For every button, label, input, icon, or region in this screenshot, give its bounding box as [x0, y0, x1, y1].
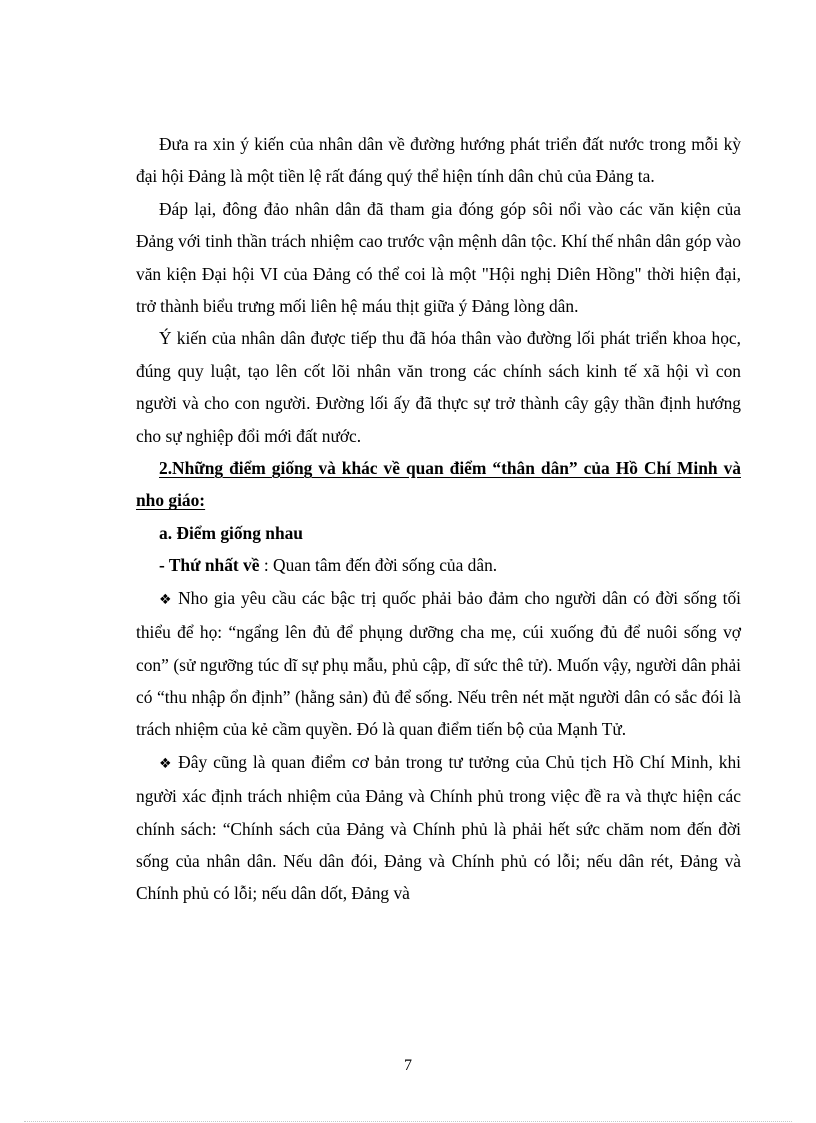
first-point-label: - Thứ nhất về	[159, 555, 260, 576]
bullet-text-nho-gia: Nho gia yêu cầu các bậc trị quốc phải bảo đảm cho người dân có đời sống tối thiểu để họ: “ngẩng lên đủ để phụng dưỡng cha mẹ, cúi xuống đủ để nuôi sống vợ con” (sử ngưỡng túc dĩ sự phụ mẫu, phủ cập, dĩ sức thê tử). Muốn vậy, người dân phải có “thu nhập ổn định” (hằng sản) đủ để sống. Nếu trên nét mặt người dân có sắc đói là trách nhiệm của kẻ cầm quyền. Đó là quan điểm tiến bộ của Mạnh Tử.	[136, 587, 741, 740]
page-body	[136, 128, 741, 910]
sub-heading: a. Điểm giống nhau	[159, 522, 303, 543]
first-point-text: : Quan tâm đến đời sống của dân.	[263, 555, 498, 576]
first-point	[136, 549, 741, 581]
diamond-bullet-icon: ❖	[159, 755, 174, 772]
paragraph-intro: Đưa ra xin ý kiến của nhân dân về đường hướng phát triển đất nước trong mỗi kỳ đại hội Đảng là một tiền lệ rất đáng quý thể hiện tính dân chủ của Đảng ta.	[136, 134, 741, 187]
paragraph-opinion: Ý kiến của nhân dân được tiếp thu đã hóa thân vào đường lối phát triển khoa học, đúng quy luật, tạo lên cốt lõi nhân văn trong các chính sách kinh tế xã hội vì con người và cho con người. Đường lối ấy đã thực sự trở thành cây gậy thần định hướng cho sự nghiệp đổi mới đất nước.	[136, 328, 741, 446]
section-heading: 2.Những điểm giống và khác về quan điểm “thân dân” của Hồ Chí Minh và nho giáo:	[136, 458, 741, 511]
page-bottom-divider	[24, 1121, 792, 1122]
bullet-paragraph-nho-gia	[136, 582, 741, 746]
bullet-text-ho-chi-minh: Đây cũng là quan điểm cơ bản trong tư tưởng của Chủ tịch Hồ Chí Minh, khi người xác định trách nhiệm của Đảng và Chính phủ trong việc đề ra và thực hiện các chính sách: “Chính sách của Đảng và Chính phủ là phải hết sức chăm nom đến đời sống của nhân dân. Nếu dân đói, Đảng và Chính phủ có lỗi; nếu dân rét, Đảng và Chính phủ có lỗi; nếu dân dốt, Đảng và	[136, 751, 742, 904]
paragraph-response: Đáp lại, đông đảo nhân dân đã tham gia đóng góp sôi nổi vào các văn kiện của Đảng với tinh thần trách nhiệm cao trước vận mệnh dân tộc. Khí thế nhân dân góp vào văn kiện Đại hội VI của Đảng có thể coi là một "Hội nghị Diên Hồng" thời hiện đại, trở thành biểu trưng mối liên hệ máu thịt giữa ý Đảng lòng dân.	[136, 198, 741, 317]
page-number: 7	[404, 1057, 412, 1074]
diamond-bullet-icon: ❖	[159, 591, 174, 608]
bullet-paragraph-ho-chi-minh	[136, 746, 741, 910]
